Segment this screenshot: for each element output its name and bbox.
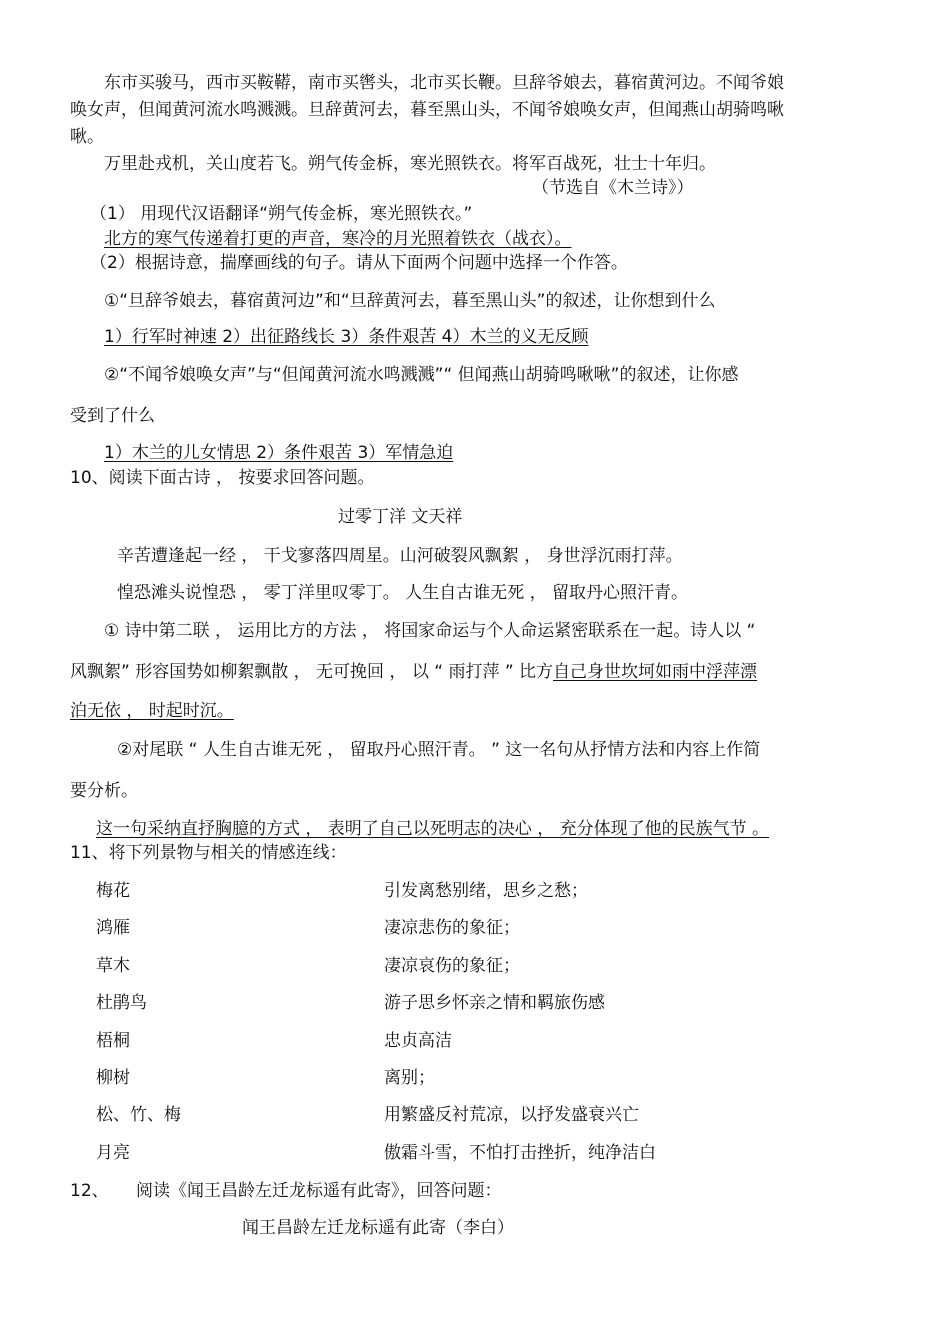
q11-emotion-6: 离别； [384, 1068, 435, 1088]
q11-item-cuckoo: 杜鹃鸟 [96, 993, 147, 1013]
q10-question-b-line-1: ②对尾联 “ 人生自古谁无死 ， 留取丹心照汗青。 ” 这一名句从抒情方法和内容上作简 [117, 740, 761, 760]
q11-item-plum: 梅花 [96, 881, 130, 901]
mulan-paragraph-1-line-3: 啾。 [70, 127, 104, 147]
q10-answer-b: 这一句采纳直抒胸臆的方式 ， 表明了自己以死明志的决心 ， 充分体现了他的民族气节 。 [96, 819, 770, 839]
q11-heading: 11、将下列景物与相关的情感连线： [70, 843, 347, 863]
q11-item-parasol: 梧桐 [96, 1031, 130, 1051]
q11-emotion-4: 游子思乡怀亲之情和羁旅伤感 [384, 993, 605, 1013]
q11-emotion-7: 用繁盛反衬荒凉，以抒发盛衰兴亡 [384, 1105, 639, 1125]
q11-item-willow: 柳树 [96, 1068, 130, 1088]
q12-poem-title: 闻王昌龄左迁龙标遥有此寄（李白） [242, 1218, 514, 1238]
q10-question-b-line-2: 要分析。 [70, 781, 138, 801]
mulan-answer-1: 北方的寒气传递着打更的声音，寒冷的月光照着铁衣（战衣）。 [104, 229, 572, 249]
q11-item-grass-trees: 草木 [96, 956, 130, 976]
q12-heading-number: 12、 [70, 1181, 109, 1201]
q11-emotion-3: 凄凉哀伤的象征； [384, 956, 520, 976]
q11-item-pine-bamboo-plum: 松、竹、梅 [96, 1105, 181, 1125]
mulan-answer-2-option-1: 1）行军时神速 2）出征路线长 3）条件艰苦 4）木兰的义无反顾 [104, 327, 589, 347]
q11-emotion-8: 傲霜斗雪，不怕打击挫折，纯净洁白 [384, 1143, 656, 1163]
mulan-question-2-option-2-line-1: ②“不闻爷娘唤女声”与“但闻黄河流水鸣溅溅”“ 但闻燕山胡骑鸣啾啾”的叙述，让你感 [104, 365, 739, 385]
mulan-paragraph-2: 万里赴戎机，关山度若飞。朔气传金柝，寒光照铁衣。将军百战死，壮士十年归。 [104, 154, 716, 174]
mulan-answer-2-option-2: 1）木兰的儿女情思 2）条件艰苦 3）军情急迫 [104, 443, 454, 463]
mulan-source: （节选自《木兰诗》） [532, 178, 694, 198]
q11-item-wild-goose: 鸿雁 [96, 918, 130, 938]
q11-emotion-1: 引发离愁别绪，思乡之愁； [384, 881, 588, 901]
q10-poem-title: 过零丁洋 文天祥 [338, 507, 463, 527]
q10-question-a-line-2 [70, 661, 757, 683]
q11-emotion-2: 凄凉悲伤的象征； [384, 918, 520, 938]
q10-question-a-line-1: ① 诗中第二联 ， 运用比方的方法 ， 将国家命运与个人命运紧密联系在一起。诗人以 “ [104, 621, 756, 641]
q10-poem-line-2: 惶恐滩头说惶恐 ， 零丁洋里叹零丁。 人生自古谁无死 ， 留取丹心照汗青。 [117, 583, 689, 603]
q11-emotion-5: 忠贞高洁 [384, 1031, 452, 1051]
mulan-question-2-option-1: ①“旦辞爷娘去，暮宿黄河边”和“旦辞黄河去，暮至黑山头”的叙述，让你想到什么 [104, 291, 716, 311]
q12-heading: 阅读《闻王昌龄左迁龙标遥有此寄》，回答问题： [136, 1181, 502, 1201]
mulan-paragraph-1-line-2: 唤女声，但闻黄河流水鸣溅溅。旦辞黄河去，暮至黑山头，不闻爷娘唤女声，但闻燕山胡骑鸣啾 [70, 100, 784, 120]
q10-heading: 10、阅读下面古诗 ， 按要求回答问题。 [70, 468, 375, 488]
mulan-paragraph-1-line-1: 东市买骏马，西市买鞍鞯，南市买辔头，北市买长鞭。旦辞爷娘去，暮宿黄河边。不闻爷娘 [104, 73, 784, 93]
mulan-question-2-option-2-line-2: 受到了什么 [70, 406, 155, 426]
q11-item-moon: 月亮 [96, 1143, 130, 1163]
q10-answer-a-part-2: 泊无依 ， 时起时沉。 [70, 701, 234, 721]
mulan-question-1: （1） 用现代汉语翻译“朔气传金柝，寒光照铁衣。” [90, 204, 473, 224]
q10-question-a-text: 风飘絮” 形容国势如柳絮飘散 ， 无可挽回 ， 以 “ 雨打萍 ” 比方 [70, 662, 554, 682]
q10-answer-a-part-1: 自己身世坎坷如雨中浮萍漂 [553, 662, 758, 682]
q10-poem-line-1: 辛苦遭逢起一经 ， 干戈寥落四周星。山河破裂风飘絮 ， 身世浮沉雨打萍。 [117, 546, 683, 566]
mulan-question-2: （2）根据诗意，揣摩画线的句子。请从下面两个问题中选择一个作答。 [90, 253, 628, 273]
